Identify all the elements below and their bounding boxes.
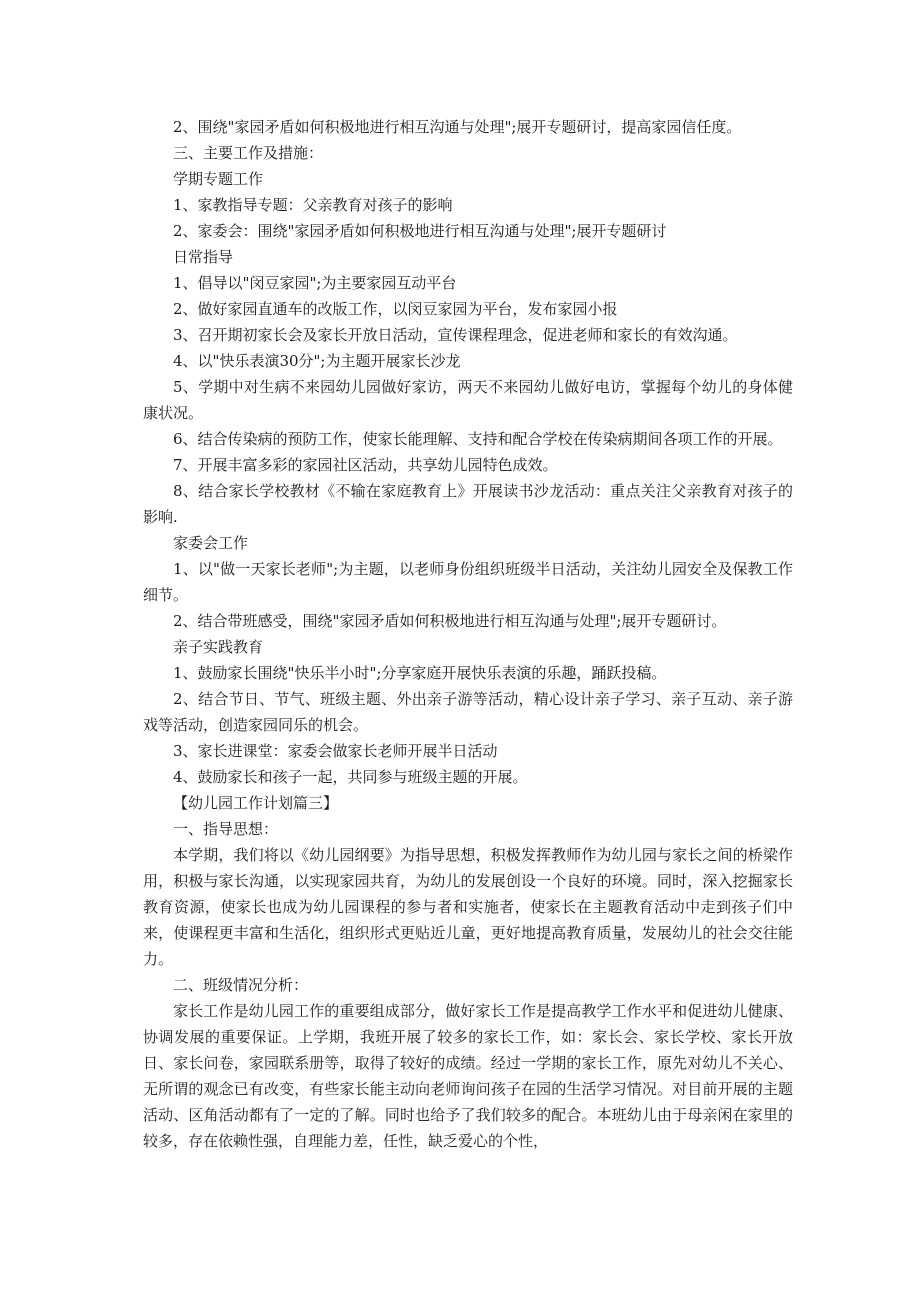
paragraph: 亲子实践教育: [173, 638, 264, 656]
paragraph: 7、开展丰富多彩的家园社区活动，共享幼儿园特色成效。: [173, 456, 558, 474]
paragraph: 8、结合家长学校教材《不输在家庭教育上》开展读书沙龙活动：重点关注父亲教育对孩子的影响.: [143, 482, 793, 526]
paragraph: 日常指导: [173, 248, 234, 266]
paragraph: 1、鼓励家长围绕"快乐半小时";分享家庭开展快乐表演的乐趣，踊跃投稿。: [173, 664, 667, 682]
paragraph: 2、结合带班感受，围绕"家园矛盾如何积极地进行相互沟通与处理";展开专题研讨。: [173, 612, 727, 630]
document-body: [143, 114, 793, 1154]
paragraph: 3、召开期初家长会及家长开放日活动，宣传课程理念，促进老师和家长的有效沟通。: [173, 326, 738, 344]
paragraph: 【幼儿园工作计划篇三】: [173, 794, 339, 812]
paragraph: 学期专题工作: [173, 170, 264, 188]
paragraph: 二、班级情况分析：: [173, 976, 309, 994]
paragraph: 5、学期中对生病不来园幼儿园做好家访，两天不来园幼儿做好电访，掌握每个幼儿的身体健康状况。: [143, 378, 793, 422]
paragraph: 6、结合传染病的预防工作，使家长能理解、支持和配合学校在传染病期间各项工作的开展。: [173, 430, 783, 448]
paragraph: 3、家长进课堂：家委会做家长老师开展半日活动: [173, 742, 498, 760]
paragraph: 2、围绕"家园矛盾如何积极地进行相互沟通与处理";展开专题研讨，提高家园信任度。: [173, 118, 742, 136]
paragraph: 2、做好家园直通车的改版工作，以闵豆家园为平台，发布家园小报: [173, 300, 618, 318]
paragraph: 家委会工作: [173, 534, 249, 552]
paragraph: 三、主要工作及措施：: [173, 144, 324, 162]
paragraph: 4、以"快乐表演30分";为主题开展家长沙龙: [173, 352, 461, 370]
paragraph: 2、结合节日、节气、班级主题、外出亲子游等活动，精心设计亲子学习、亲子互动、亲子游戏等活动，创造家园同乐的机会。: [143, 690, 793, 734]
paragraph: 1、以"做一天家长老师";为主题，以老师身份组织班级半日活动，关注幼儿园安全及保教工作细节。: [143, 560, 793, 604]
paragraph: 1、家教指导专题：父亲教育对孩子的影响: [173, 196, 453, 214]
paragraph: 一、指导思想：: [173, 820, 279, 838]
paragraph: 1、倡导以"闵豆家园";为主要家园互动平台: [173, 274, 457, 292]
paragraph: 家长工作是幼儿园工作的重要组成部分，做好家长工作是提高教学工作水平和促进幼儿健康、协调发展的重要保证。上学期，我班开展了较多的家长工作，如：家长会、家长学校、家长开放日、家长问卷，家园联系册等，取得了较好的成绩。经过一学期的家长工作，原先对幼儿不关心、无所谓的观念已有改变，有些家长能主动向老师询问孩子在园的生活学习情况。对目前开展的主题活动、区角活动都有了一定的了解。同时也给予了我们较多的配合。本班幼儿由于母亲闲在家里的较多，存在依赖性强，自理能力差，任性，缺乏爱心的个性，: [143, 1002, 793, 1150]
paragraph: 2、家委会：围绕"家园矛盾如何积极地进行相互沟通与处理";展开专题研讨: [173, 222, 667, 240]
paragraph: 本学期，我们将以《幼儿园纲要》为指导思想，积极发挥教师作为幼儿园与家长之间的桥梁作用，积极与家长沟通，以实现家园共育，为幼儿的发展创设一个良好的环境。同时，深入挖掘家长教育资源，使家长也成为幼儿园课程的参与者和实施者，使家长在主题教育活动中走到孩子们中来，使课程更丰富和生活化，组织形式更贴近儿童，更好地提高教育质量，发展幼儿的社会交往能力。: [143, 846, 793, 968]
paragraph: 4、鼓励家长和孩子一起，共同参与班级主题的开展。: [173, 768, 528, 786]
